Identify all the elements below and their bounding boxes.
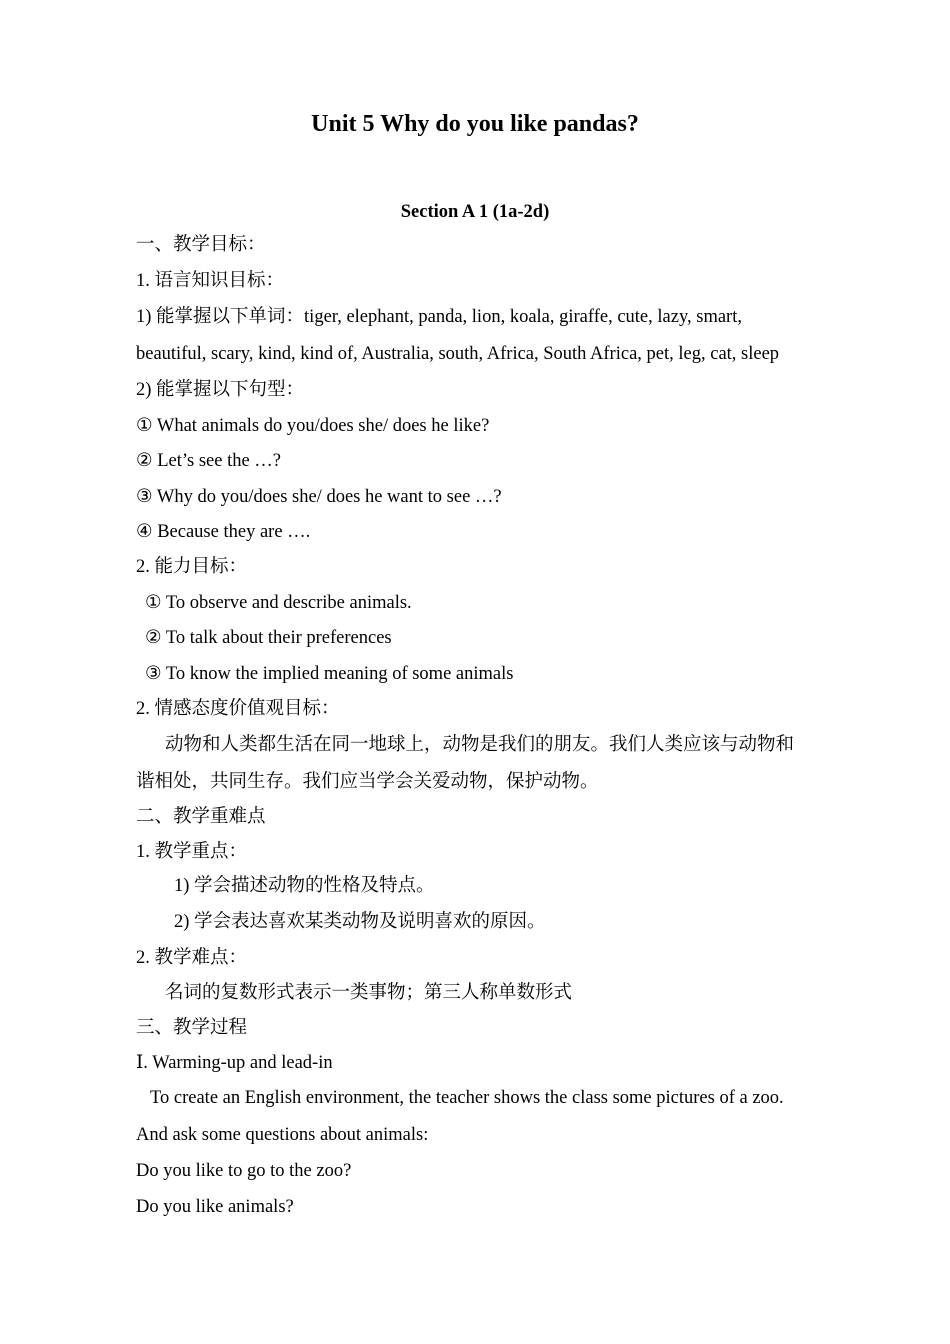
subheading-teaching-difficulty: 2. 教学难点：	[136, 948, 248, 968]
emotional-paragraph-line-1: 动物和人类都生活在同一地球上，动物是我们的朋友。我们人类应该与动物和	[165, 735, 795, 755]
vocabulary-line-2: beautiful, scary, kind, kind of, Australia, south, Africa, South Africa, pet, leg, cat, sleep	[136, 344, 780, 364]
sentence-pattern-3: ③ Why do you/does she/ does he want to see …?	[136, 487, 502, 507]
step-warming-up-heading: Ⅰ. Warming-up and lead-in	[136, 1053, 333, 1073]
question-1: Do you like to go to the zoo?	[136, 1161, 352, 1181]
sentence-pattern-1: ① What animals do you/does she/ does he like?	[136, 416, 490, 436]
emotional-paragraph-line-2: 谐相处，共同生存。我们应当学会关爱动物，保护动物。	[136, 772, 599, 792]
warming-up-paragraph-line-2: And ask some questions about animals:	[136, 1125, 429, 1145]
question-2: Do you like animals?	[136, 1197, 294, 1217]
section-heading: Section A 1 (1a-2d)	[400, 202, 550, 222]
heading-key-points: 二、教学重难点	[136, 807, 266, 827]
document-title: Unit 5 Why do you like pandas?	[311, 111, 639, 137]
teaching-focus-2: 2) 学会表达喜欢某类动物及说明喜欢的原因。	[174, 912, 546, 932]
sentence-pattern-2: ② Let’s see the …?	[136, 451, 282, 471]
sentence-pattern-4: ④ Because they are ….	[136, 522, 311, 542]
teaching-difficulty-text: 名词的复数形式表示一类事物；第三人称单数形式	[165, 983, 573, 1003]
subheading-ability-objectives: 2. 能力目标：	[136, 557, 248, 577]
ability-objective-2: ② To talk about their preferences	[145, 628, 392, 648]
subheading-language-knowledge: 1. 语言知识目标：	[136, 271, 285, 291]
warming-up-paragraph-line-1: To create an English environment, the teacher shows the class some pictures of a zoo.	[150, 1088, 784, 1108]
heading-teaching-process: 三、教学过程	[136, 1018, 248, 1038]
ability-objective-3: ③ To know the implied meaning of some animals	[145, 664, 514, 684]
ability-objective-1: ① To observe and describe animals.	[145, 593, 412, 613]
heading-teaching-objectives: 一、教学目标：	[136, 235, 266, 255]
vocabulary-line-1: 1) 能掌握以下单词：tiger, elephant, panda, lion, koala, giraffe, cute, lazy, smart,	[136, 307, 742, 327]
subheading-sentence-patterns: 2) 能掌握以下句型：	[136, 380, 305, 400]
teaching-focus-1: 1) 学会描述动物的性格及特点。	[174, 876, 435, 896]
subheading-teaching-focus: 1. 教学重点：	[136, 842, 248, 862]
subheading-emotional-objectives: 2. 情感态度价值观目标：	[136, 699, 340, 719]
